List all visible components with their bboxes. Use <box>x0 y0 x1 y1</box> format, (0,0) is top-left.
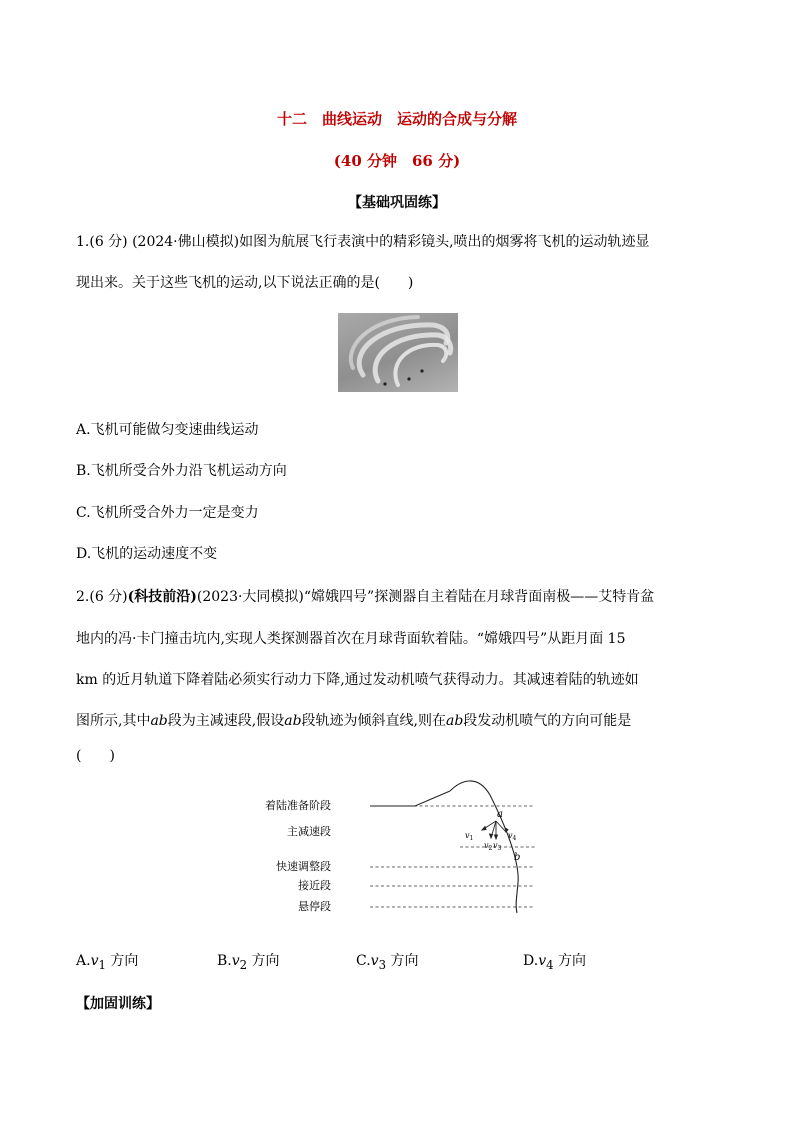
v4-label: $v_4$ <box>508 831 517 842</box>
q1-option-a: A.飞机可能做匀变速曲线运动 <box>76 422 259 438</box>
section-basic: 【基础巩固练】 <box>348 195 446 211</box>
stage-label-hover: 悬停段 <box>298 900 331 913</box>
landing-trajectory-diagram <box>255 775 555 915</box>
q2-line1 <box>76 589 654 605</box>
q2-line2: 地内的冯·卡门撞击坑内,实现人类探测器首次在月球背面软着陆。“嫦娥四号”从距月面 15 <box>76 631 626 647</box>
v1-label: $v_1$ <box>465 831 474 842</box>
page-title: 十二 曲线运动 运动的合成与分解 <box>276 110 517 128</box>
stage-label-approach: 接近段 <box>298 879 331 892</box>
stage-label-main-deceleration: 主减速段 <box>287 825 331 838</box>
v3-label: $v_3$ <box>493 841 502 852</box>
q2-tag: (科技前沿) <box>127 589 197 605</box>
stage-label-fast-adjust: 快速调整段 <box>276 860 331 873</box>
q1-option-b: B.飞机所受合外力沿飞机运动方向 <box>76 463 287 479</box>
q2-option-c: $C.v_3$ 方向 <box>356 953 419 972</box>
q1-line2: 现出来。关于这些飞机的运动,以下说法正确的是( ) <box>76 275 414 291</box>
q2-line3: km 的近月轨道下降着陆必须实行动力下降,通过发动机喷气获得动力。其减速着陆的轨迹如 <box>76 672 639 688</box>
stage-label-prep: 着陆准备阶段 <box>265 799 331 812</box>
q2-option-b: $B.v_2$ 方向 <box>217 953 280 972</box>
q1-option-c: C.飞机所受合外力一定是变力 <box>76 505 259 521</box>
q2-line4: 图所示,其中ab段为主减速段,假设ab段轨迹为倾斜直线,则在ab段发动机喷气的方向可能是 <box>76 713 632 729</box>
q2-option-d: $D.v_4$ 方向 <box>523 953 586 972</box>
section-advanced: 【加固训练】 <box>76 996 160 1012</box>
airshow-photo <box>338 313 458 392</box>
point-a-label: a <box>497 809 503 820</box>
q2-number: 2.(6 分) <box>76 589 128 605</box>
q2-option-a: $A.v_1$ 方向 <box>76 953 139 972</box>
q1-line1: 1.(6 分) (2024·佛山模拟)如图为航展飞行表演中的精彩镜头,喷出的烟雾将飞机的运动轨迹显 <box>76 234 650 250</box>
q2-line5: ( ) <box>76 748 115 764</box>
v2-label: $v_2$ <box>484 841 493 852</box>
page-subtitle: (40 分钟 66 分) <box>333 152 461 170</box>
point-b-label: b <box>514 852 521 863</box>
q1-option-d: D.飞机的运动速度不变 <box>76 546 218 562</box>
q2-line1-rest: (2023·大同模拟)“嫦娥四号”探测器自主着陆在月球背面南极——艾特肯盆 <box>196 589 655 605</box>
